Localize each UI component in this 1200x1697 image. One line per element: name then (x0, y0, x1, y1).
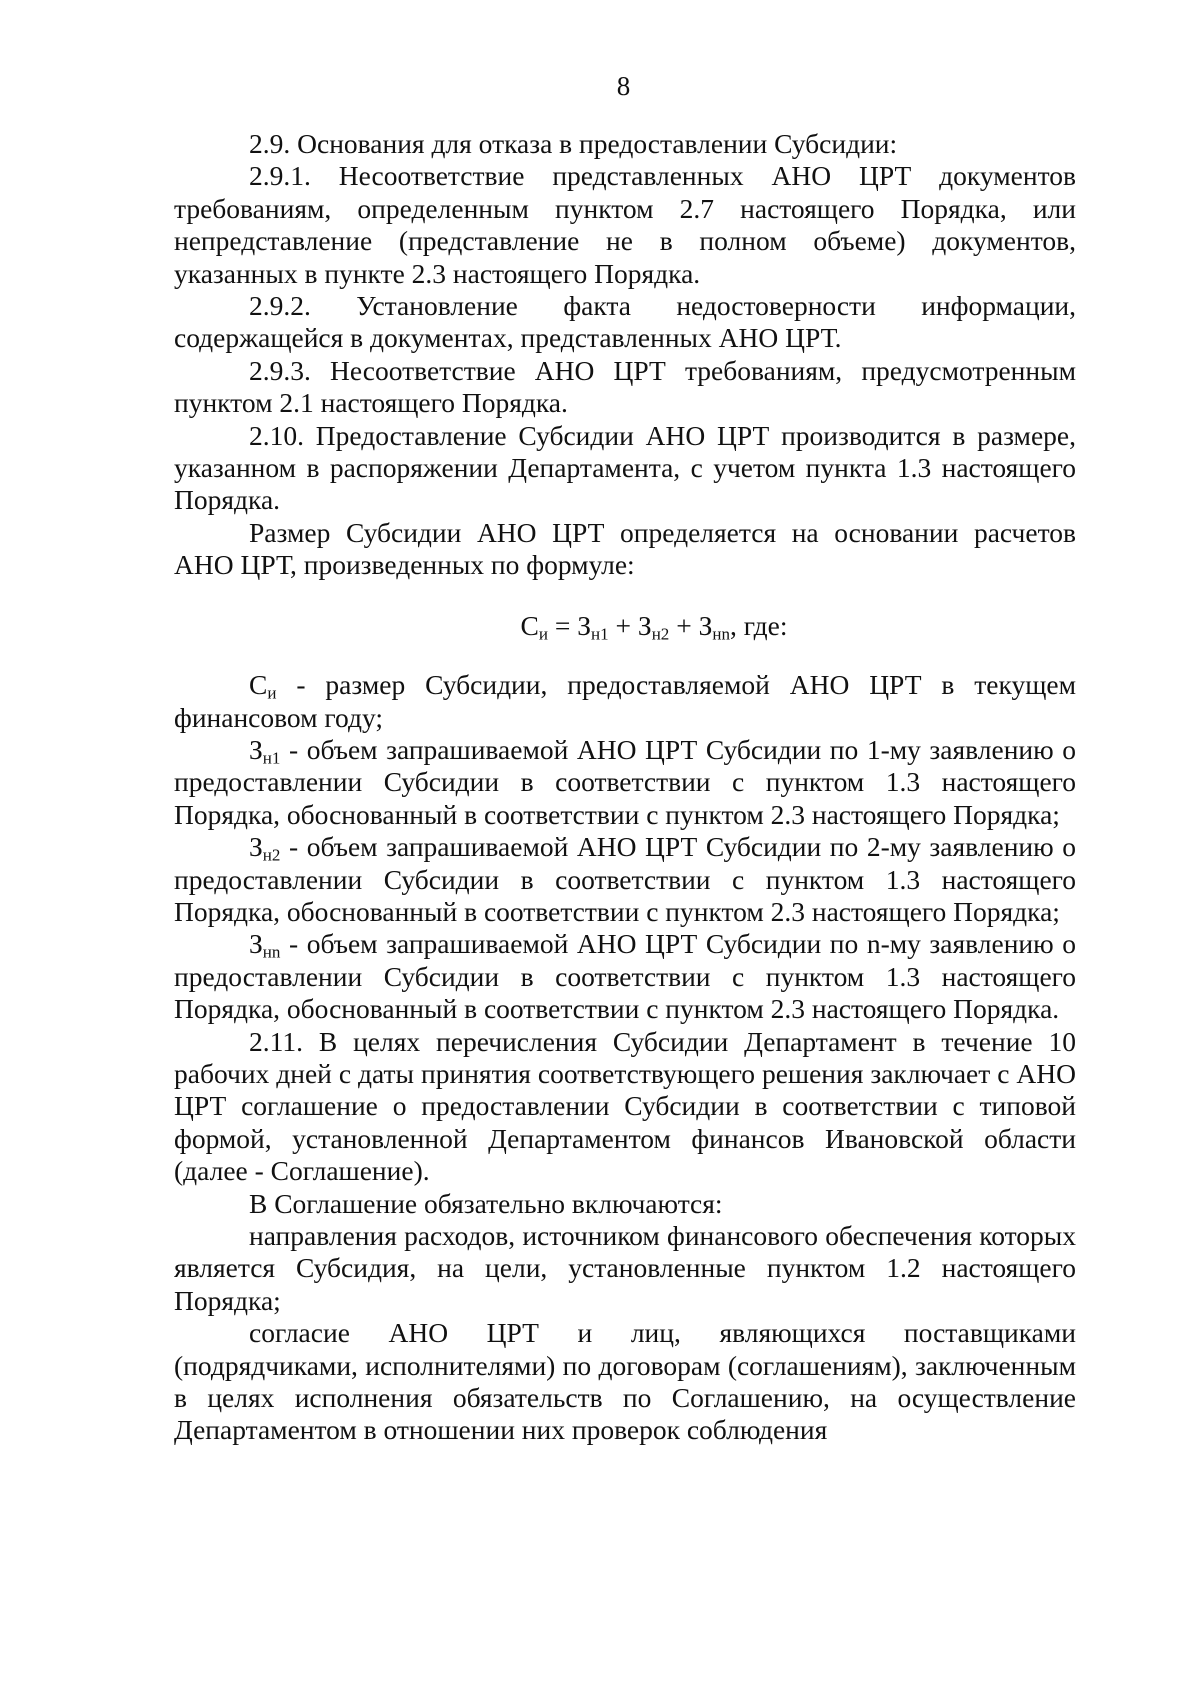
definition-symbol: З (249, 928, 263, 960)
formula-lhs-subscript: и (538, 623, 548, 643)
paragraph-2-9: 2.9. Основания для отказа в предоставлении Субсидии: (249, 128, 898, 159)
formula-lhs: С (520, 609, 539, 641)
paragraph-agreement-includes: В Соглашение обязательно включаются: (249, 1187, 723, 1219)
formula-term-1-subscript: н1 (591, 623, 609, 643)
paragraph-consent: согласие АНО ЦРТ и лиц, являющихся поставщиками (подрядчиками, исполнителями) по договорам (соглашениям), заключенным в целях исполнения обязательств по Соглашению, на осуществление Департаментом в отношении них проверок соблюдения (174, 1317, 1076, 1446)
paragraph-2-11: 2.11. В целях перечисления Субсидии Департамент в течение 10 рабочих дней с даты принятия соответствующего решения заключает с АНО ЦРТ соглашение о предоставлении Субсидии в соответствии с типовой формой, установленной Департаментом финансов Ивановской области (далее - Соглашение). (174, 1025, 1076, 1187)
formula-term-1: З (577, 609, 591, 641)
definition-symbol: С (249, 669, 268, 701)
definition-request-1 (174, 734, 1076, 831)
paragraph-2-10: 2.10. Предоставление Субсидии АНО ЦРТ производится в размере, указанном в распоряжении Департамента, с учетом пункта 1.3 настоящего Порядка. (174, 419, 1076, 516)
document-body (174, 128, 1076, 1447)
definition-text: - объем запрашиваемой АНО ЦРТ Субсидии по 2-му заявлению о предоставлении Субсидии в соответствии с пунктом 1.3 настоящего Порядка, обоснованный в соответствии с пунктом 2.3 настоящего Порядка; (174, 831, 1076, 927)
paragraph-expense-directions: направления расходов, источником финансового обеспечения которых является Субсидия, на цели, установленные пунктом 1.2 настоящего Порядка; (174, 1220, 1076, 1316)
definition-subscript: нn (262, 942, 281, 962)
subsidy-formula (174, 582, 1076, 669)
formula-tail: , где: (730, 609, 788, 641)
formula-equals: = (547, 609, 578, 641)
formula-plus-2: + (669, 609, 699, 641)
definition-symbol: З (249, 831, 263, 863)
definition-request-n (174, 928, 1076, 1025)
paragraph-2-9-3: 2.9.3. Несоответствие АНО ЦРТ требованиям, предусмотренным пунктом 2.1 настоящего Порядка. (174, 354, 1076, 419)
paragraph-2-9-2: 2.9.2. Установление факта недостоверности информации, содержащейся в документах, представленных АНО ЦРТ. (174, 290, 1076, 354)
formula-term-2-subscript: н2 (651, 623, 670, 643)
definition-subscript: н1 (262, 748, 281, 768)
formula-term-n: З (698, 609, 713, 641)
formula-plus-1: + (608, 609, 638, 641)
paragraph-2-9-1: 2.9.1. Несоответствие представленных АНО ЦРТ документов требованиям, определенным пунктом 2.7 настоящего Порядка, или непредставление (представление не в полном объеме) документов, указанных в пункте 2.3 настоящего Порядка. (174, 160, 1076, 289)
paragraph-subsidy-size: Размер Субсидии АНО ЦРТ определяется на основании расчетов АНО ЦРТ, произведенных по формуле: (174, 516, 1076, 581)
formula-term-2: З (637, 609, 652, 641)
definition-total (174, 669, 1076, 734)
definition-symbol: З (249, 733, 263, 765)
formula-term-n-subscript: нn (712, 623, 731, 643)
definition-text: - объем запрашиваемой АНО ЦРТ Субсидии по n-му заявлению о предоставлении Субсидии в соответствии с пунктом 1.3 настоящего Порядка, обоснованный в соответствии с пунктом 2.3 настоящего Порядка. (174, 928, 1076, 1025)
definition-text: - размер Субсидии, предоставляемой АНО ЦРТ в текущем финансовом году; (174, 669, 1076, 733)
definition-subscript: и (267, 683, 277, 703)
page-number: 8 (616, 71, 631, 101)
definition-text: - объем запрашиваемой АНО ЦРТ Субсидии по 1-му заявлению о предоставлении Субсидии в соответствии с пунктом 1.3 настоящего Порядка, обоснованный в соответствии с пунктом 2.3 настоящего Порядка; (174, 733, 1076, 830)
definition-subscript: н2 (262, 845, 281, 865)
definition-request-2 (174, 831, 1076, 928)
